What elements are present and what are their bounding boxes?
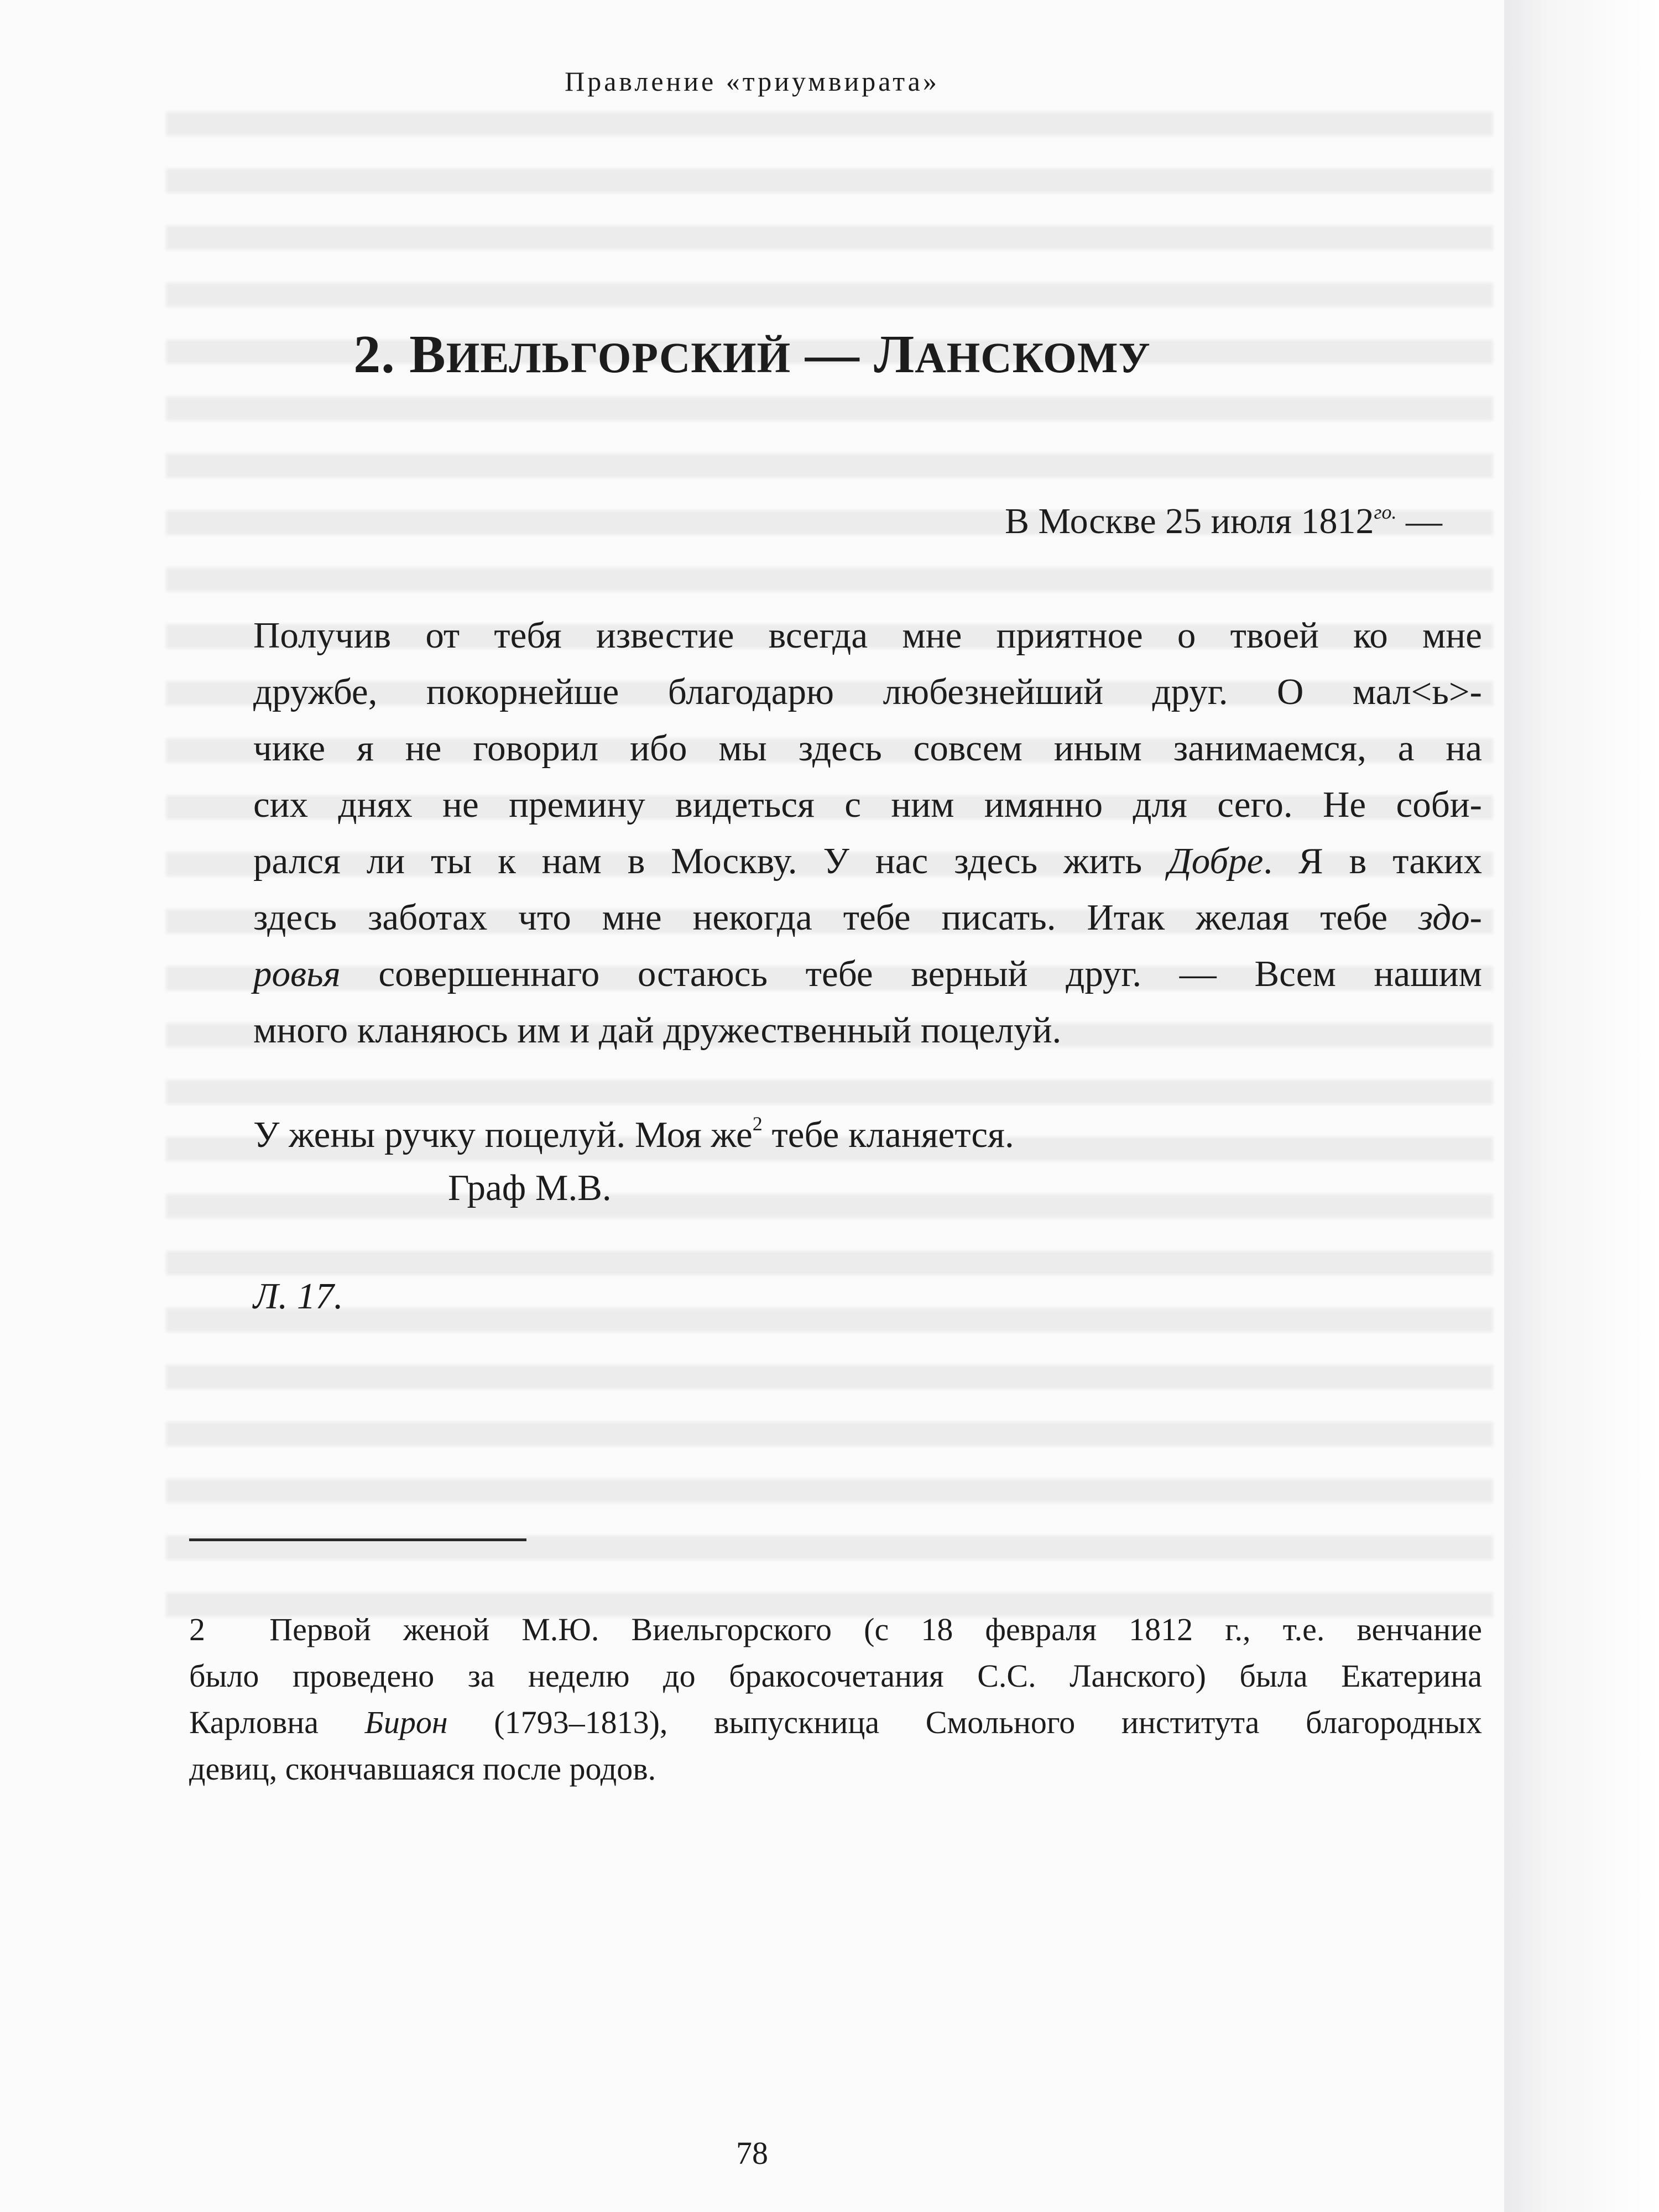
letter-line — [253, 889, 1482, 946]
heading-name2-initial: Л — [874, 325, 915, 384]
heading-name1-initial: В — [409, 325, 446, 384]
footnote-rule — [189, 1538, 526, 1541]
letter-text: совершеннаго остаюсь тебе верный друг. — Всем нашим — [340, 953, 1482, 994]
letter-heading — [0, 324, 1504, 385]
footnote-marker: 2 — [752, 1113, 763, 1135]
letter-line — [253, 776, 1482, 833]
letter-text: сих днях не премину видеться с ним имянно для сего. Не соби- — [253, 784, 1482, 825]
letter-italic-text: ровья — [253, 953, 341, 994]
letter-text: здесь заботах что мне некогда тебе писать. Итак желая тебе — [253, 897, 1419, 938]
letter-italic-text: здо- — [1418, 897, 1482, 938]
footnote-text: Карловна — [189, 1704, 365, 1740]
letter-text: рался ли ты к нам в Москву. У нас здесь жить — [253, 841, 1168, 881]
letter-line — [253, 664, 1482, 720]
letter-line — [253, 607, 1482, 664]
page-number: 78 — [736, 2135, 768, 2171]
letter-line — [253, 833, 1482, 889]
dateline-dash: — — [1396, 501, 1442, 541]
footnote-line — [189, 1746, 1482, 1792]
postscript-text: тебе кланяется. — [762, 1114, 1014, 1155]
postscript — [253, 1112, 1014, 1156]
letter-line — [253, 946, 1482, 1002]
letter-body — [253, 607, 1482, 1058]
footnote-text: (1793–1813), выпускница Смольного института благородных — [447, 1704, 1482, 1740]
footnote-line — [189, 1606, 1482, 1653]
footnote-italic-text: Бирон — [364, 1704, 448, 1740]
page-gutter — [1504, 0, 1659, 2212]
footnote-line — [189, 1653, 1482, 1699]
letter-text: . Я в таких — [1263, 841, 1482, 881]
heading-number: 2. — [353, 325, 395, 384]
footnote-text: Первой женой М.Ю. Виельгорского (с 18 февраля 1812 г., т.е. венчание — [269, 1611, 1482, 1647]
postscript-text: У жены ручку поцелуй. Моя же — [253, 1114, 753, 1155]
heading-name1-rest: ИЕЛЬГОРСКИЙ — [446, 333, 791, 382]
dateline-sup: го. — [1374, 501, 1397, 523]
footnote-number: 2 — [189, 1611, 205, 1647]
footnote — [189, 1606, 1482, 1792]
letter-text: чике я не говорил ибо мы здесь совсем иным занимаемся, а на — [253, 728, 1482, 769]
letter-line — [253, 720, 1482, 776]
running-head: Правление «триумвирата» — [565, 66, 940, 97]
dateline-text: В Москве 25 июля 1812 — [1005, 501, 1374, 541]
letter-line — [253, 1002, 1482, 1058]
letter-text: дружбе, покорнейше благодарю любезнейший друг. О мал<ь>- — [253, 671, 1482, 712]
letter-italic-text: Добре — [1168, 841, 1264, 881]
footnote-text: было проведено за неделю до бракосочетания С.С. Ланского) была Екатерина — [189, 1658, 1482, 1694]
footnote-text: девиц, скончавшаяся после родов. — [189, 1751, 656, 1787]
letter-text: много кланяюсь им и дай дружественный поцелуй. — [253, 1010, 1062, 1051]
letter-text: Получив от тебя известие всегда мне приятное о твоей ко мне — [253, 615, 1482, 656]
footnote-line — [189, 1699, 1482, 1746]
leaf-reference: Л. 17. — [253, 1276, 343, 1317]
heading-dash: — — [805, 325, 860, 384]
signature: Граф М.В. — [448, 1167, 612, 1208]
heading-name2-rest: АНСКОМУ — [915, 333, 1151, 382]
dateline — [1005, 500, 1442, 542]
